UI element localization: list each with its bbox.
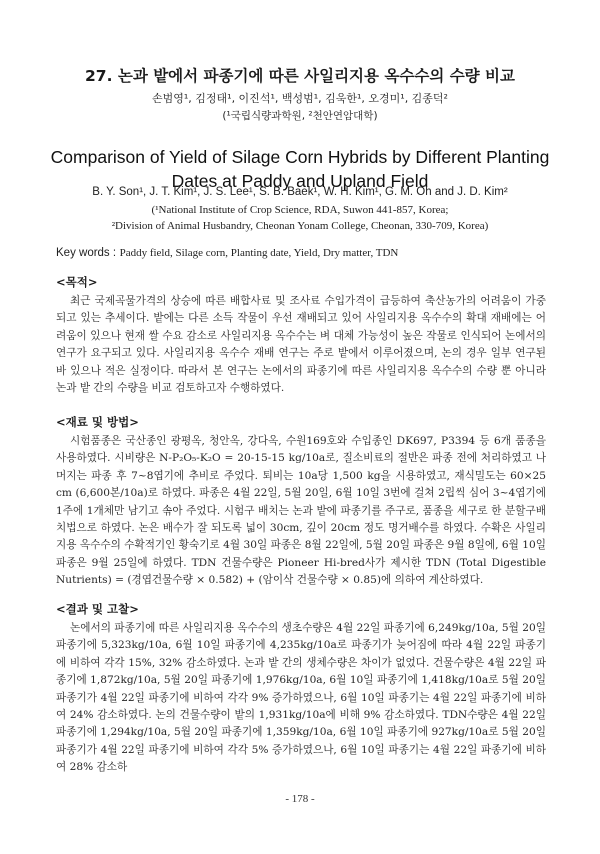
korean-affiliation: (¹국립식량과학원, ²천안연암대학) xyxy=(222,110,378,122)
english-title: Comparison of Yield of Silage Corn Hybrids by Different Planting Dates at Paddy and Upland Field xyxy=(50,147,550,191)
keywords-label: Key words : xyxy=(56,247,117,259)
section-heading-purpose: <목적> xyxy=(56,275,98,289)
section-body-purpose: 최근 국제곡물가격의 상승에 따른 배합사료 및 조사료 수입가격이 급등하여 축산농가의 어려움이 가중되고 있는 추세이다. 밭에는 다른 소득 작물이 우선 재배되고 있어 사일리지용 옥수수의 확대 재배에는 어려움이 있으나 현재 쌀 수요 감소로 사일리지용 옥수수는 벼 대체 가능성이 높은 작물로 인식되어 논에서의 연구가 요구되고 있다. 사일리지용 옥수수 재배 연구는 주로 밭에서 이루어졌으며, 논의 경우 일부 연구된 바 있으나 적은 실정이다. 따라서 본 연구는 논에서의 파종기에 따른 사일리지용 옥수수의 수량 뿐 아니라 논과 밭 간의 수량을 비교 검토하고자 수행하였다. xyxy=(56,295,546,395)
section-body-methods: 시험품종은 국산종인 광평옥, 청안옥, 강다옥, 수원169호와 수입종인 DK697, P3394 등 6개 품종을 사용하였다. 시비량은 N-P₂O₅-K₂O = 20-15-15 kg/10a로, 질소비료의 절반은 파종 전에 처리하였고 나머지는 파종 후 7~8엽기에 추비로 주었다. 퇴비는 10a당 1,500 kg을 시용하였고, 재식밀도는 60×25 cm (6,600본/10a)로 하였다. 파종은 4월 22일, 5월 20일, 6월 10일 3번에 걸쳐 2립씩 심어 3~4엽기에 1주에 1개체만 남기고 솎아 주었다. 시험구 배치는 논과 밭에 파종기를 주구로, 품종을 세구로 한 분할구배치법으로 하였다. 논은 배수가 잘 되도록 넓이 30cm, 깊이 20cm 정도 명거배수를 하였다. 수확은 사일리지용 옥수수의 수확적기인 황숙기로 4월 30일 파종은 8월 22일에, 5월 20일 파종은 9월 8일에, 6월 10일 파종은 9월 25일에 하였다. TDN 건물수량은 Pioneer Hi-bred사가 제시한 TDN (Total Digestible Nutrients) = (경엽건물수량 × 0.582) + (암이삭 건물수량 × 0.85)에 의하여 계산하였다. xyxy=(56,435,546,587)
english-affiliation-1: (¹National Institute of Crop Science, RDA, Suwon 441-857, Korea; xyxy=(151,204,449,216)
section-body-results: 논에서의 파종기에 따른 사일리지용 옥수수의 생초수량은 4월 22일 파종기에 6,249kg/10a, 5월 20일 파종기에 5,323kg/10a, 6월 10일 파종기에 4,235kg/10a로 파종기가 늦어짐에 따라 4월 22일 파종기에 비하여 각각 15%, 32% 감소하였다. 논과 밭 간의 생체수량은 차이가 없었다. 건물수량은 4월 22일 파종기에 1,872kg/10a, 5월 20일 파종기에 1,976kg/10a, 6월 10일 파종기에 1,418kg/10a로 5월 20일 파종기가 4월 22일 파종기에 비하여 각각 9% 증가하였으나, 6월 10일 파종기는 4월 22일 파종기에 비하여 24% 감소하였다. 논의 건물수량이 밭의 1,931kg/10a에 비해 9% 감소하였다. TDN수량은 4월 22일 파종기에 1,294kg/10a, 5월 20일 파종기에 1,359kg/10a, 6월 10일 파종기에 927kg/10a로 5월 20일 파종기가 4월 22일 파종기에 비하여 각각 5% 증가하였으나, 6월 10일 파종기는 4월 22일 파종기에 비하여 28% 감소하 xyxy=(56,622,546,774)
korean-title: 27. 논과 밭에서 파종기에 따른 사일리지용 옥수수의 수량 비교 xyxy=(85,67,515,85)
section-heading-results: <결과 및 고찰> xyxy=(56,602,139,616)
english-authors: B. Y. Son¹, J. T. Kim¹, J. S. Lee¹, S. B. Baek¹, W. H. Kim¹, G. M. Oh and J. D. Kim² xyxy=(92,186,508,198)
keywords-text: Paddy field, Silage corn, Planting date, Yield, Dry matter, TDN xyxy=(119,247,399,259)
section-heading-methods: <재료 및 방법> xyxy=(56,415,139,429)
korean-authors: 손범영¹, 김정태¹, 이진석¹, 백성범¹, 김욱한¹, 오경미¹, 김종덕² xyxy=(152,92,448,105)
keywords xyxy=(56,246,556,259)
page-number: - 178 - xyxy=(285,793,315,805)
english-affiliation-2: ²Division of Animal Husbandry, Cheonan Yonam College, Cheonan, 330-709, Korea) xyxy=(111,220,489,232)
